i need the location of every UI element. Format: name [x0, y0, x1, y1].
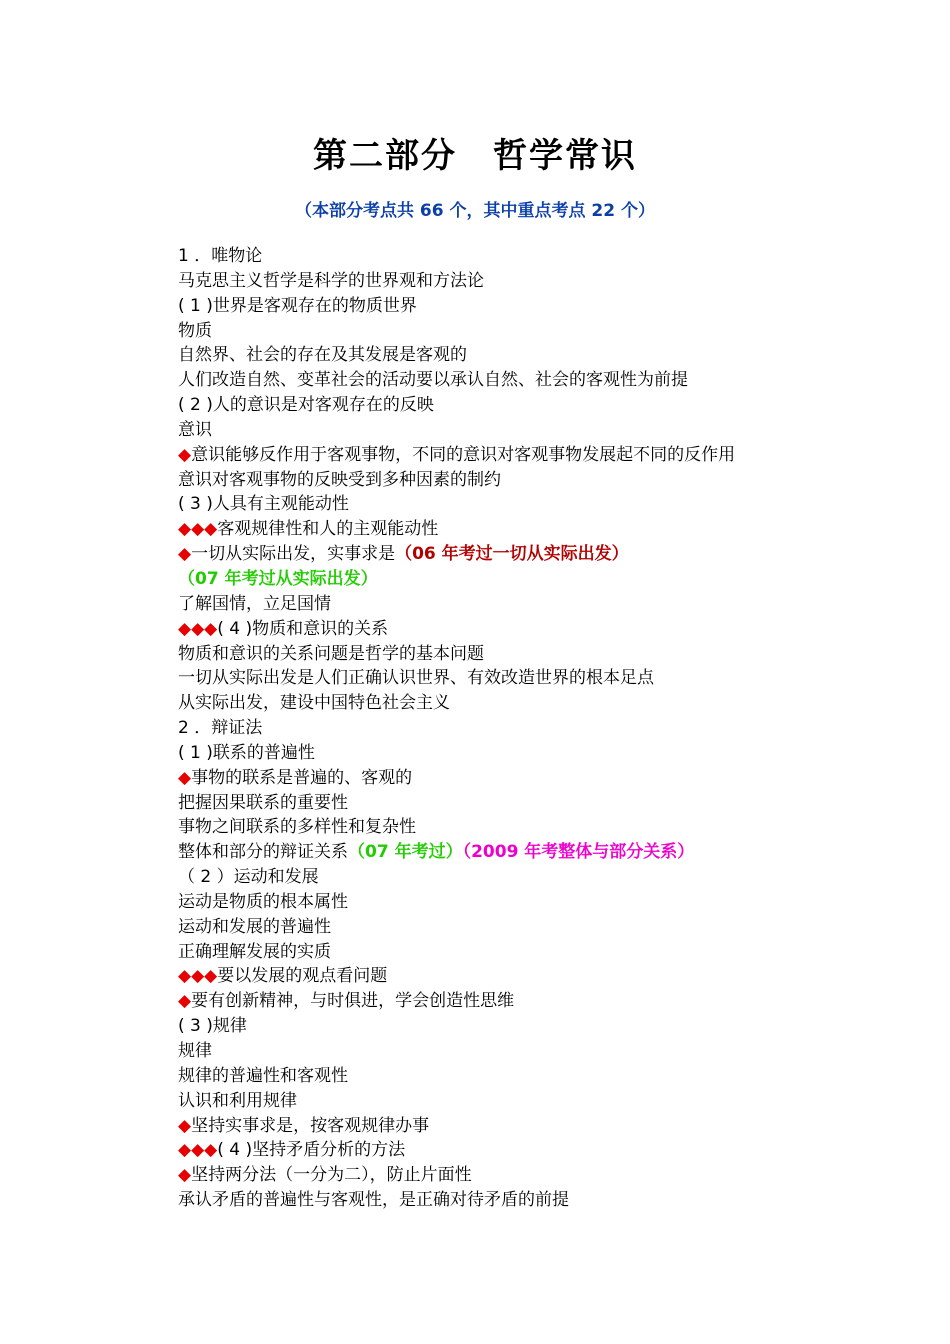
text-line — [178, 1188, 818, 1213]
text-line — [178, 666, 818, 691]
line-text: 事物之间联系的多样性和复杂性 — [178, 817, 416, 838]
text-line — [178, 865, 818, 890]
diamond-bullet-icon: ◆◆◆ — [178, 618, 218, 639]
text-line — [178, 642, 818, 667]
line-text: ( 3 )人具有主观能动性 — [178, 494, 349, 515]
exam-note-magenta: （2009 年考整体与部分关系） — [462, 842, 695, 863]
document-body — [178, 244, 818, 1213]
diamond-bullet-icon: ◆ — [178, 991, 192, 1012]
line-text: ( 3 )规律 — [178, 1016, 247, 1037]
text-line — [178, 319, 818, 344]
text-line — [178, 915, 818, 940]
text-line — [178, 815, 818, 840]
line-text: 意识 — [178, 419, 212, 440]
text-line — [178, 269, 818, 294]
text-line — [178, 741, 818, 766]
text-line — [178, 890, 818, 915]
line-text: 意识能够反作用于客观事物，不同的意识对客观事物发展起不同的反作用 — [191, 444, 736, 465]
line-text: 要以发展的观点看问题 — [217, 966, 388, 987]
line-text: 认识和利用规律 — [178, 1090, 297, 1111]
text-line — [178, 517, 818, 542]
line-text: 物质 — [178, 320, 212, 341]
text-line — [178, 964, 818, 989]
line-text: 正确理解发展的实质 — [178, 941, 331, 962]
text-line — [178, 791, 818, 816]
text-line — [178, 1114, 818, 1139]
line-text: （ 2 ）运动和发展 — [178, 867, 319, 888]
line-text: ( 4 )坚持矛盾分析的方法 — [217, 1140, 406, 1161]
line-text: ( 4 )物质和意识的关系 — [217, 618, 389, 639]
line-text: 运动是物质的根本属性 — [178, 891, 348, 912]
line-text: 承认矛盾的普遍性与客观性，是正确对待矛盾的前提 — [178, 1190, 569, 1211]
text-line — [178, 940, 818, 965]
text-line — [178, 492, 818, 517]
text-line — [178, 468, 818, 493]
exam-note-green: （07 年考过） — [348, 842, 463, 863]
line-text: 要有创新精神，与时俱进，学会创造性思维 — [191, 991, 515, 1012]
line-text: 人们改造自然、变革社会的活动要以承认自然、社会的客观性为前提 — [178, 370, 688, 391]
line-text: 规律 — [178, 1041, 212, 1061]
line-text: 一切从实际出发是人们正确认识世界、有效改造世界的根本足点 — [178, 668, 654, 689]
text-line — [178, 343, 818, 368]
line-text: 了解国情，立足国情 — [178, 593, 331, 614]
text-line — [178, 294, 818, 319]
text-line — [178, 989, 818, 1014]
text-line — [178, 691, 818, 716]
line-text: ( 1 )联系的普遍性 — [178, 742, 315, 763]
text-line — [178, 443, 818, 468]
text-line — [178, 542, 818, 592]
line-text: 马克思主义哲学是科学的世界观和方法论 — [178, 270, 484, 291]
line-text: 物质和意识的关系问题是哲学的基本问题 — [178, 643, 484, 664]
line-text: 坚持两分法（一分为二），防止片面性 — [191, 1165, 472, 1186]
line-text: 事物的联系是普遍的、客观的 — [191, 767, 413, 788]
text-line — [178, 1039, 818, 1064]
text-line — [178, 840, 818, 865]
line-text: 整体和部分的辩证关系 — [178, 842, 348, 863]
diamond-bullet-icon: ◆ — [178, 444, 192, 465]
line-text: 客观规律性和人的主观能动性 — [217, 519, 439, 540]
text-line — [178, 592, 818, 617]
page-subtitle: （本部分考点共 66 个，其中重点考点 22 个） — [295, 201, 655, 221]
line-text: 自然界、社会的存在及其发展是客观的 — [178, 345, 467, 366]
line-text: ( 2 )人的意识是对客观存在的反映 — [178, 395, 434, 416]
line-text: 一切从实际出发，实事求是 — [191, 544, 396, 565]
text-line — [178, 393, 818, 418]
text-line — [178, 1014, 818, 1039]
exam-note-green: （07 年考过从实际出发） — [178, 568, 378, 589]
diamond-bullet-icon: ◆◆◆ — [178, 1140, 218, 1161]
line-text: ( 1 )世界是客观存在的物质世界 — [178, 295, 417, 316]
line-text: 意识对客观事物的反映受到多种因素的制约 — [178, 469, 501, 490]
line-text: 坚持实事求是，按客观规律办事 — [191, 1115, 430, 1136]
text-line — [178, 1163, 818, 1188]
line-text: 2 ．辩证法 — [178, 718, 263, 739]
exam-note-red: （06 年考过一切从实际出发） — [395, 544, 629, 565]
line-text: 规律的普遍性和客观性 — [178, 1065, 348, 1086]
line-text: 把握因果联系的重要性 — [178, 792, 348, 813]
diamond-bullet-icon: ◆◆◆ — [178, 966, 218, 987]
line-text: 运动和发展的普遍性 — [178, 916, 331, 937]
text-line — [178, 1089, 818, 1114]
text-line — [178, 1138, 818, 1163]
text-line — [178, 617, 818, 642]
diamond-bullet-icon: ◆ — [178, 767, 192, 788]
diamond-bullet-icon: ◆ — [178, 1115, 192, 1136]
diamond-bullet-icon: ◆ — [178, 1165, 192, 1186]
text-line — [178, 766, 818, 791]
line-text: 从实际出发，建设中国特色社会主义 — [178, 693, 450, 714]
text-line — [178, 418, 818, 443]
text-line — [178, 368, 818, 393]
text-line — [178, 1064, 818, 1089]
page-title: 第二部分 哲学常识 — [313, 136, 637, 176]
line-text: 1 ．唯物论 — [178, 246, 263, 266]
diamond-bullet-icon: ◆ — [178, 544, 192, 565]
text-line — [178, 716, 818, 741]
text-line — [178, 244, 818, 269]
diamond-bullet-icon: ◆◆◆ — [178, 519, 218, 540]
